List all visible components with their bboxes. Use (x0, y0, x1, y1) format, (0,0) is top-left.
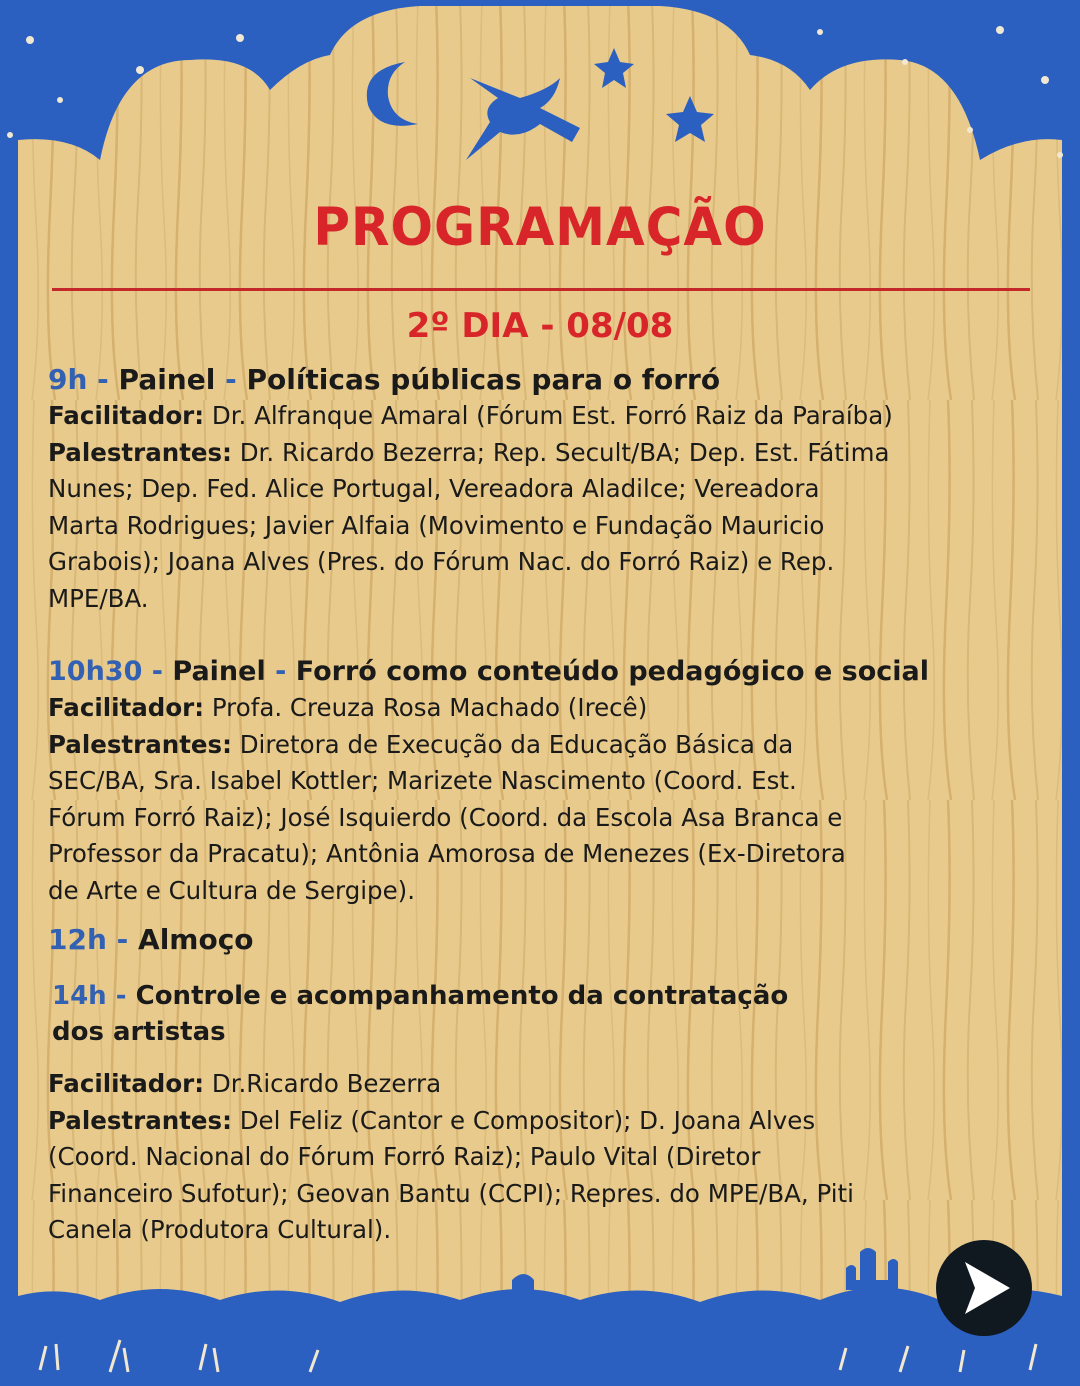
speakers-label: Palestrantes: (48, 1105, 232, 1135)
session-heading (48, 654, 1048, 690)
speakers-label: Palestrantes: (48, 437, 232, 467)
separator: - (106, 923, 139, 956)
session-time: 14h (52, 981, 107, 1011)
facilitator-label: Facilitador: (48, 1069, 205, 1098)
speakers-label: Palestrantes: (48, 729, 232, 759)
facilitator-label: Facilitador: (48, 401, 205, 430)
session-topic: Controle e acompanhamento da contratação (135, 981, 789, 1011)
facilitator-line (48, 1066, 1048, 1103)
session-time: 9h (48, 363, 88, 396)
session-time: 12h (48, 923, 107, 956)
session-heading (48, 922, 1048, 958)
speakers-line: Marta Rodrigues; Javier Alfaia (Movimento e Fundação Mauricio (48, 510, 825, 540)
separator: - (142, 656, 173, 687)
session-4 (52, 978, 1052, 1050)
speakers-line: (Coord. Nacional do Fórum Forró Raiz); Paulo Vital (Diretor (48, 1142, 761, 1172)
speakers-line (48, 727, 1048, 764)
speakers-line: MPE/BA. (48, 583, 149, 613)
speakers-line: Financeiro Sufotur); Geovan Bantu (CCPI); Repres. do MPE/BA, Piti (48, 1178, 854, 1208)
facilitator-name: Dr.Ricardo Bezerra (204, 1069, 442, 1098)
speakers-line: SEC/BA, Sra. Isabel Kottler; Marizete Nascimento (Coord. Est. (48, 766, 797, 796)
facilitator-name: Dr. Alfranque Amaral (Fórum Est. Forró Raiz da Paraíba) (204, 401, 893, 430)
session-topic: dos artistas (52, 1017, 226, 1047)
speakers-text: Dr. Ricardo Bezerra; Rep. Secult/BA; Dep. Est. Fátima (231, 437, 890, 467)
speakers-line: Grabois); Joana Alves (Pres. do Fórum Nac. do Forró Raiz) e Rep. (48, 547, 835, 577)
page-title: PROGRAMAÇÃO (313, 196, 767, 258)
facilitator-label: Facilitador: (48, 693, 205, 722)
speakers-line: Canela (Produtora Cultural). (48, 1215, 392, 1245)
session-heading (48, 362, 1048, 398)
session-kind: Painel (118, 363, 216, 396)
speakers-line (48, 1103, 1048, 1140)
title-divider (52, 288, 1030, 291)
session-1 (48, 362, 1048, 618)
session-heading (52, 978, 1052, 1014)
session-topic: Forró como conteúdo pedagógico e social (295, 656, 930, 687)
facilitator-name: Profa. Creuza Rosa Machado (Irecê) (204, 693, 648, 722)
speakers-text: Del Feliz (Cantor e Compositor); D. Joana Alves (231, 1105, 816, 1135)
day-heading: 2º DIA - 08/08 (406, 306, 674, 346)
speakers-line: Fórum Forró Raiz); José Isquierdo (Coord. da Escola Asa Branca e (48, 802, 843, 832)
speakers-line: de Arte e Cultura de Sergipe). (48, 875, 416, 905)
session-time: 10h30 (48, 656, 143, 687)
separator: - (265, 656, 296, 687)
separator: - (106, 981, 136, 1011)
speakers-line: Professor da Pracatu); Antônia Amorosa de Menezes (Ex-Diretora (48, 839, 846, 869)
facilitator-line (48, 690, 1048, 727)
speakers-line: Nunes; Dep. Fed. Alice Portugal, Vereadora Aladilce; Vereadora (48, 474, 820, 504)
session-topic: Políticas públicas para o forró (246, 363, 721, 396)
session-4-details (48, 1066, 1048, 1249)
session-2 (48, 654, 1048, 910)
facilitator-line (48, 398, 1048, 435)
separator: - (87, 363, 119, 396)
speakers-text: Diretora de Execução da Educação Básica da (231, 729, 794, 759)
speakers-line (48, 435, 1048, 472)
session-3 (48, 922, 1048, 958)
session-kind: Painel (172, 656, 266, 687)
separator: - (215, 363, 247, 396)
session-topic: Almoço (138, 923, 254, 956)
